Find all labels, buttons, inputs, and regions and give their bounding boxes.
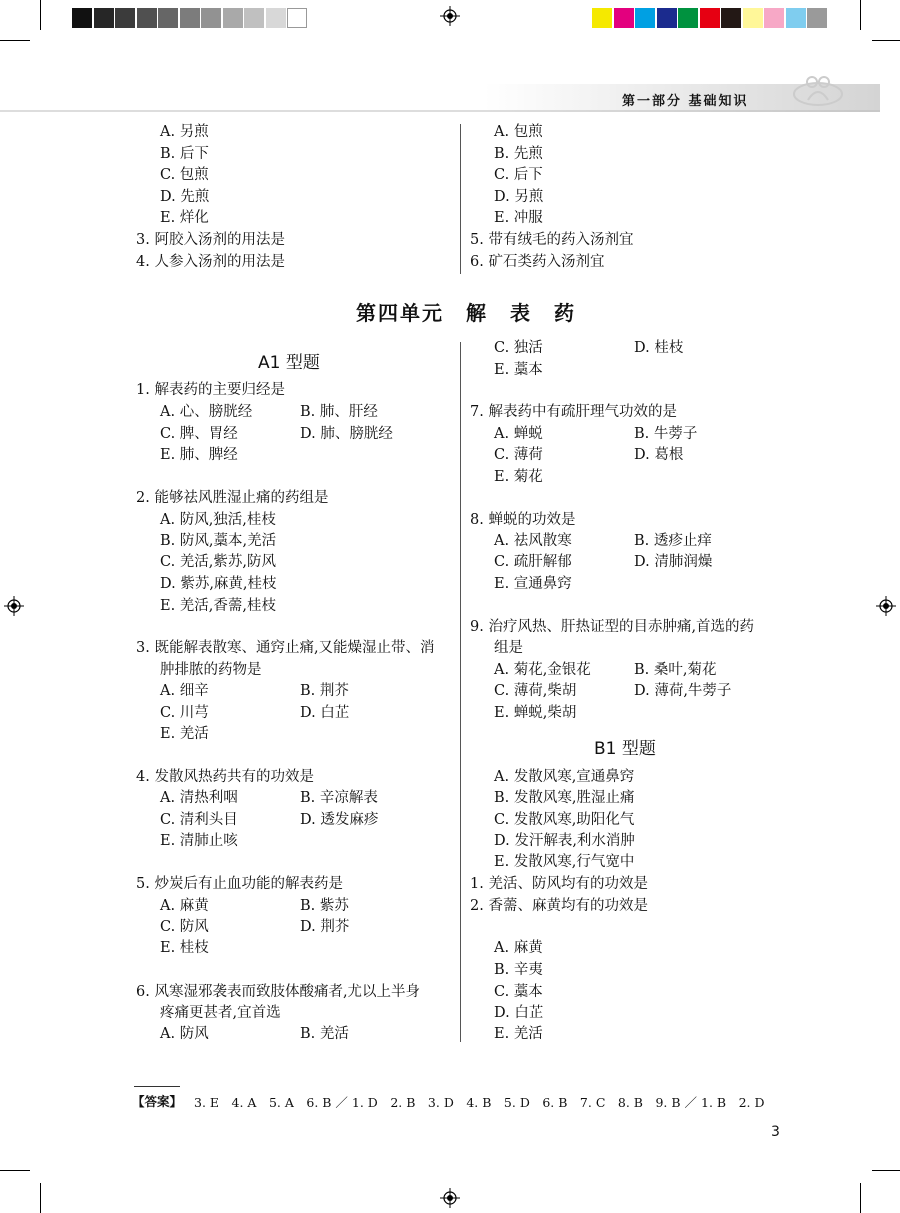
option: C. 后下	[494, 167, 543, 183]
option: A. 包煎	[494, 124, 543, 140]
option: D. 桂枝	[634, 340, 684, 356]
option: B. 辛夷	[494, 962, 543, 978]
question-stem: 1. 解表药的主要归经是	[136, 382, 285, 398]
gray-swatch	[287, 8, 307, 28]
gray-swatch	[180, 8, 200, 28]
question-stem: 4. 人参入汤剂的用法是	[136, 254, 285, 270]
option: E. 羌活	[160, 726, 209, 742]
option: C. 疏肝解郁	[494, 554, 572, 570]
top-column-divider	[460, 124, 461, 274]
answer-rule	[134, 1086, 180, 1087]
option: C. 防风	[160, 919, 209, 935]
question-stem: 7. 解表药中有疏肝理气功效的是	[470, 404, 677, 420]
option: B. 先煎	[494, 146, 543, 162]
question-stem: 5. 带有绒毛的药入汤剂宜	[470, 232, 634, 248]
question-stem: 组是	[494, 640, 523, 656]
option: A. 菊花,金银花	[494, 662, 591, 678]
color-swatch	[614, 8, 634, 28]
option: E. 桂枝	[160, 940, 209, 956]
gray-swatch	[244, 8, 264, 28]
option: D. 另煎	[494, 189, 544, 205]
crop-mark	[872, 1170, 900, 1171]
gray-swatch	[115, 8, 135, 28]
option: E. 藁本	[494, 362, 543, 378]
option: A. 防风	[160, 1026, 209, 1042]
option: D. 清肺润燥	[634, 554, 713, 570]
option: D. 白芷	[300, 705, 350, 721]
option: A. 麻黄	[494, 940, 543, 956]
option: C. 薄荷,柴胡	[494, 683, 577, 699]
option: B. 防风,藁本,羌活	[160, 533, 277, 549]
option: D. 白芷	[494, 1005, 544, 1021]
gray-swatch	[137, 8, 157, 28]
gray-swatch	[72, 8, 92, 28]
option: B. 透疹止痒	[634, 533, 712, 549]
question-stem: 1. 羌活、防风均有的功效是	[470, 876, 648, 892]
option: D. 先煎	[160, 189, 210, 205]
option: C. 薄荷	[494, 447, 543, 463]
option: A. 清热利咽	[160, 790, 238, 806]
option: B. 辛凉解表	[300, 790, 378, 806]
header-section-label: 第一部分 基础知识	[622, 94, 749, 109]
color-swatch	[764, 8, 784, 28]
gray-swatch	[158, 8, 178, 28]
option: E. 宣通鼻窍	[494, 576, 572, 592]
option: B. 发散风寒,胜湿止痛	[494, 790, 635, 806]
unit-title: 第四单元 解 表 药	[356, 301, 576, 325]
option: D. 葛根	[634, 447, 684, 463]
header-logo-icon	[790, 70, 846, 110]
option: E. 羌活	[494, 1026, 543, 1042]
main-column-divider	[460, 342, 461, 1042]
option: C. 独活	[494, 340, 543, 356]
question-stem: 疼痛更甚者,宜首选	[160, 1005, 281, 1021]
color-swatch	[786, 8, 806, 28]
option: A. 麻黄	[160, 898, 209, 914]
option: A. 蝉蜕	[494, 426, 543, 442]
option: A. 祛风散寒	[494, 533, 572, 549]
color-swatch	[721, 8, 741, 28]
crop-mark	[0, 1170, 30, 1171]
option: B. 羌活	[300, 1026, 349, 1042]
option: E. 肺、脾经	[160, 447, 238, 463]
crop-mark	[0, 40, 30, 41]
color-swatch	[743, 8, 763, 28]
option: E. 烊化	[160, 210, 209, 226]
crop-mark	[872, 40, 900, 41]
option: E. 菊花	[494, 469, 543, 485]
question-stem: 4. 发散风热药共有的功效是	[136, 769, 314, 785]
option: E. 清肺止咳	[160, 833, 238, 849]
gray-swatch	[223, 8, 243, 28]
option: D. 荆芥	[300, 919, 350, 935]
question-stem: 肿排脓的药物是	[160, 662, 262, 678]
question-stem: 3. 既能解表散寒、通窍止痛,又能燥湿止带、消	[136, 640, 435, 656]
option: A. 细辛	[160, 683, 209, 699]
color-swatch	[635, 8, 655, 28]
option: E. 冲服	[494, 210, 543, 226]
question-stem: 9. 治疗风热、肝热证型的目赤肿痛,首选的药	[470, 619, 755, 635]
page-number: 3	[771, 1124, 780, 1140]
registration-mark-icon	[4, 596, 24, 616]
option: B. 桑叶,菊花	[634, 662, 717, 678]
option: A. 心、膀胱经	[160, 404, 253, 420]
question-stem: 6. 矿石类药入汤剂宜	[470, 254, 605, 270]
answer-key: 3. E 4. A 5. A 6. B ／ 1. D 2. B 3. D 4. B 5. D 6. B 7. C 8. B 9. B ／ 1. B 2. D	[194, 1095, 765, 1110]
answer-label: 【答案】	[132, 1094, 183, 1109]
question-stem: 2. 香薷、麻黄均有的功效是	[470, 898, 648, 914]
registration-mark-icon	[876, 596, 896, 616]
option: D. 紫苏,麻黄,桂枝	[160, 576, 277, 592]
crop-mark	[40, 1183, 41, 1213]
gray-swatch	[201, 8, 221, 28]
option: E. 发散风寒,行气宽中	[494, 854, 635, 870]
crop-mark	[40, 0, 41, 30]
option: C. 清利头目	[160, 812, 238, 828]
crop-mark	[860, 0, 861, 30]
option: D. 透发麻疹	[300, 812, 379, 828]
option: A. 防风,独活,桂枝	[160, 512, 276, 528]
question-stem: 2. 能够祛风胜湿止痛的药组是	[136, 490, 329, 506]
option: C. 川芎	[160, 705, 209, 721]
option: A. 发散风寒,宣通鼻窍	[494, 769, 635, 785]
option: E. 蝉蜕,柴胡	[494, 705, 577, 721]
option: B. 荆芥	[300, 683, 349, 699]
crop-mark	[860, 1183, 861, 1213]
gray-swatch	[94, 8, 114, 28]
option: A. 另煎	[160, 124, 209, 140]
color-swatch	[657, 8, 677, 28]
option: B. 牛蒡子	[634, 426, 698, 442]
option: B. 肺、肝经	[300, 404, 378, 420]
option: C. 脾、胃经	[160, 426, 238, 442]
option: C. 羌活,紫苏,防风	[160, 554, 277, 570]
color-swatch	[807, 8, 827, 28]
registration-mark-icon	[440, 1188, 460, 1208]
option: D. 肺、膀胱经	[300, 426, 393, 442]
question-stem: 5. 炒炭后有止血功能的解表药是	[136, 876, 343, 892]
question-stem: 3. 阿胶入汤剂的用法是	[136, 232, 285, 248]
option: D. 发汗解表,利水消肿	[494, 833, 635, 849]
color-swatch	[678, 8, 698, 28]
question-stem: 8. 蝉蜕的功效是	[470, 512, 576, 528]
a1-section-title: A1 型题	[258, 353, 320, 373]
color-swatch	[700, 8, 720, 28]
registration-mark-icon	[440, 6, 460, 26]
option: C. 藁本	[494, 984, 543, 1000]
question-stem: 6. 风寒湿邪袭表而致肢体酸痛者,尤以上半身	[136, 984, 421, 1000]
option: B. 后下	[160, 146, 209, 162]
option: C. 发散风寒,助阳化气	[494, 812, 635, 828]
option: D. 薄荷,牛蒡子	[634, 683, 732, 699]
color-swatch	[592, 8, 612, 28]
option: C. 包煎	[160, 167, 209, 183]
option: B. 紫苏	[300, 898, 349, 914]
b1-section-title: B1 型题	[594, 739, 656, 759]
option: E. 羌活,香薷,桂枝	[160, 598, 277, 614]
gray-swatch	[266, 8, 286, 28]
